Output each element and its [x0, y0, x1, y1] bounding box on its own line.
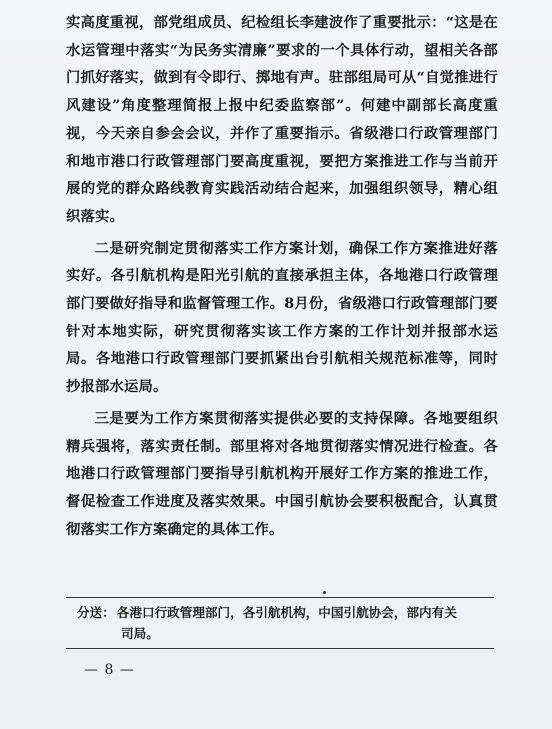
distribution-line-1: 各港口行政管理部门，各引航机构，中国引航协会，部内有关: [116, 605, 457, 620]
paragraph-1: 实高度重视，部党组成员、纪检组长李建波作了重要批示：“这是在水运管理中落实“为民务实清廉”要求的一个具体行动，望相关各部门抓好落实，做到有令即行、掷地有声。驻部组局可从“自觉推进行风建设”角度整理简报上报中纪委监察部”。何建中副部长高度重视，今天亲自参会会议，并作了重要指示。省级港口行政管理部门和地市港口行政管理部门要高度重视，要把方案推进工作与当前开展的党的群众路线教育实践活动结合起来，加强组织领导，精心组织落实。: [66, 15, 498, 225]
distribution-line-2: 司局。: [121, 626, 159, 641]
page-number: — 8 —: [84, 662, 135, 678]
stray-mark: [323, 591, 326, 594]
distribution-bottom-rule: [66, 648, 494, 649]
paragraph-3: 三是要为工作方案贯彻落实提供必要的支持保障。各地要组织精兵强将，落实责任制。部里将对各地贯彻落实情况进行检查。各地港口行政管理部门要指导引航机构开展好工作方案的推进工作，督促检查工作进度及落实效果。中国引航协会要积极配合，认真贯彻落实工作方案确定的具体工作。: [66, 410, 498, 538]
distribution-list: [77, 602, 489, 644]
distribution-label: 分送：: [77, 605, 115, 620]
distribution-top-rule: [66, 597, 494, 598]
paragraph-2: 二是研究制定贯彻落实工作方案计划，确保工作方案推进好落实好。各引航机构是阳光引航的直接承担主体，各地港口行政管理部门要做好指导和监督管理工作。8月份，省级港口行政管理部门要针对本地实际，研究贯彻落实该工作方案的工作计划并报部水运局。各地港口行政管理部门要抓紧出台引航相关规范标准等，同时抄报部水运局。: [66, 240, 498, 396]
document-body: [66, 10, 498, 548]
